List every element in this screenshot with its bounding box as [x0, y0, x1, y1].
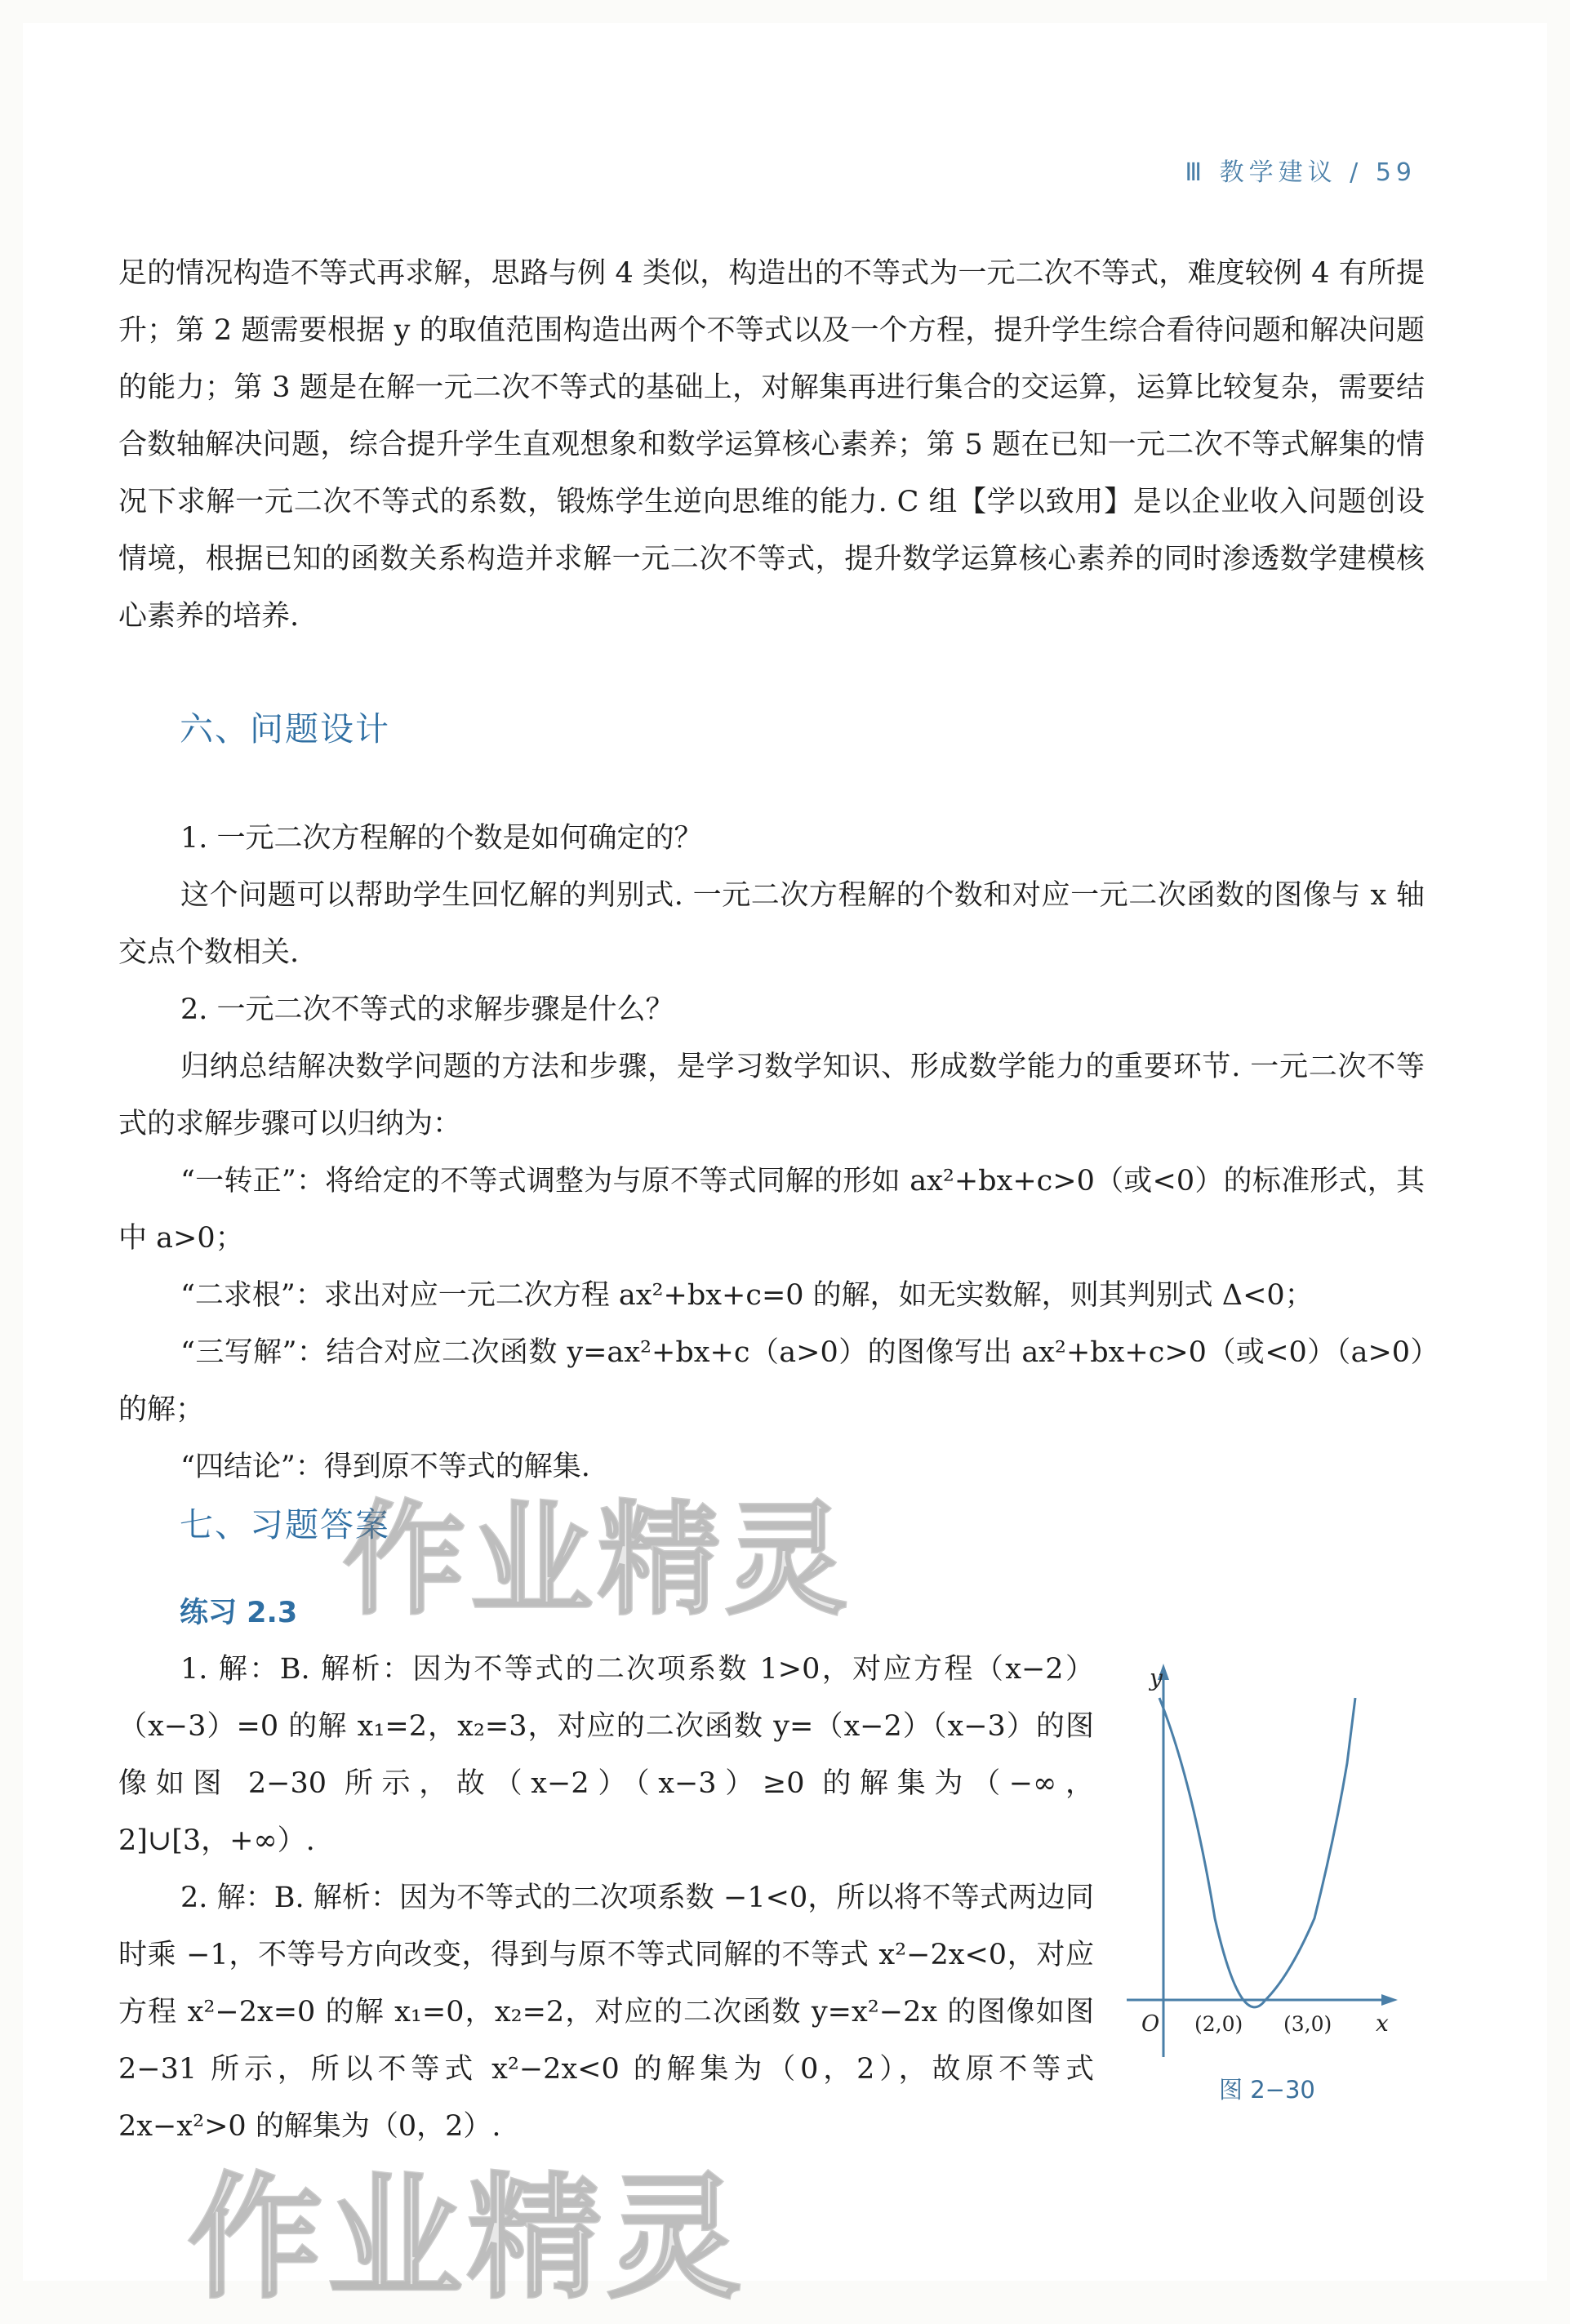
- y-axis-label: y: [1150, 1664, 1163, 1691]
- step-3: “三写解”：结合对应二次函数 y=ax²+bx+c（a>0）的图像写出 ax²+bx+c>0（或<0）（a>0）的解；: [118, 1336, 1425, 1426]
- question-2: 2. 一元二次不等式的求解步骤是什么？: [180, 993, 674, 1026]
- parabola-curve: [1159, 1698, 1355, 2007]
- step-1: “一转正”：将给定的不等式调整为与原不等式同解的形如 ax²+bx+c>0（或<0）的标准形式，其中 a>0；: [118, 1165, 1425, 1255]
- answer-2-text: 归纳总结解决数学问题的方法和步骤，是学习数学知识、形成数学能力的重要环节. 一元二次不等式的求解步骤可以归纳为：: [118, 1051, 1425, 1140]
- question-1: 1. 一元二次方程解的个数是如何确定的？: [180, 822, 703, 855]
- parabola-figure: [1110, 1649, 1421, 2106]
- answers-block: [118, 1641, 1094, 2155]
- intro-paragraph-block: [118, 245, 1425, 645]
- step-4: “四结论”：得到原不等式的解集.: [180, 1451, 590, 1483]
- root-2-label: (3,0): [1283, 2012, 1332, 2036]
- section-6-body: [118, 810, 1425, 1495]
- intro-paragraph: 足的情况构造不等式再求解，思路与例 4 类似，构造出的不等式为一元二次不等式，难度较例 4 有所提升；第 2 题需要根据 y 的取值范围构造出两个不等式以及一个方程，提升学生综合看待问题和解决问题的能力；第 3 题是在解一元二次不等式的基础上，对解集再进行集合的交运算，运算比较复杂，需要结合数轴解决问题，综合提升学生直观想象和数学运算核心素养；第 5 题在已知一元二次不等式解集的情况下求解一元二次不等式的系数，锻炼学生逆向思维的能力. C 组【学以致用】是以企业收入问题创设情境，根据已知的函数关系构造并求解一元二次不等式，提升数学运算核心素养的同时渗透数学建模核心素养的培养.: [118, 257, 1425, 633]
- watermark-upper: 作业精灵: [343, 1490, 853, 1632]
- running-head: Ⅲ 教学建议 / 59: [1185, 158, 1417, 187]
- origin-label: O: [1141, 2011, 1160, 2037]
- exercise-heading: 练习 2.3: [180, 1597, 298, 1629]
- section-6-heading: 六、问题设计: [180, 709, 390, 749]
- figure-caption: 图 2−30: [1219, 2076, 1315, 2104]
- x-axis-label: x: [1376, 2010, 1389, 2037]
- answer-1-text: 这个问题可以帮助学生回忆解的判别式. 一元二次方程解的个数和对应一元二次函数的图像与 x 轴交点个数相关.: [118, 879, 1425, 969]
- step-2: “二求根”：求出对应一元二次方程 ax²+bx+c=0 的解，如无实数解，则其判别式 Δ<0；: [180, 1279, 1314, 1312]
- section-7-heading: 七、习题答案: [180, 1505, 390, 1544]
- exercise-answer-2: 2. 解：B. 解析：因为不等式的二次项系数 −1<0，所以将不等式两边同时乘 −1，不等号方向改变，得到与原不等式同解的不等式 x²−2x<0，对应方程 x²−2x=0 的解 x₁=0，x₂=2，对应的二次函数 y=x²−2x 的图像如图 2−31 所示，所以不等式 x²−2x<0 的解集为（0，2），故原不等式 2x−x²>0 的解集为（0，2）.: [118, 1882, 1094, 2143]
- watermark-lower: 作业精灵: [188, 2160, 746, 2317]
- x-axis-arrow: [1381, 1994, 1398, 2006]
- root-1-label: (2,0): [1194, 2012, 1243, 2036]
- exercise-answer-1: 1. 解：B. 解析：因为不等式的二次项系数 1>0，对应方程（x−2）（x−3）=0 的解 x₁=2，x₂=3，对应的二次函数 y=（x−2）（x−3）的图像如图 2−30 所示，故（x−2）（x−3）≥0 的解集为（−∞，2]∪[3，+∞）.: [118, 1653, 1094, 1857]
